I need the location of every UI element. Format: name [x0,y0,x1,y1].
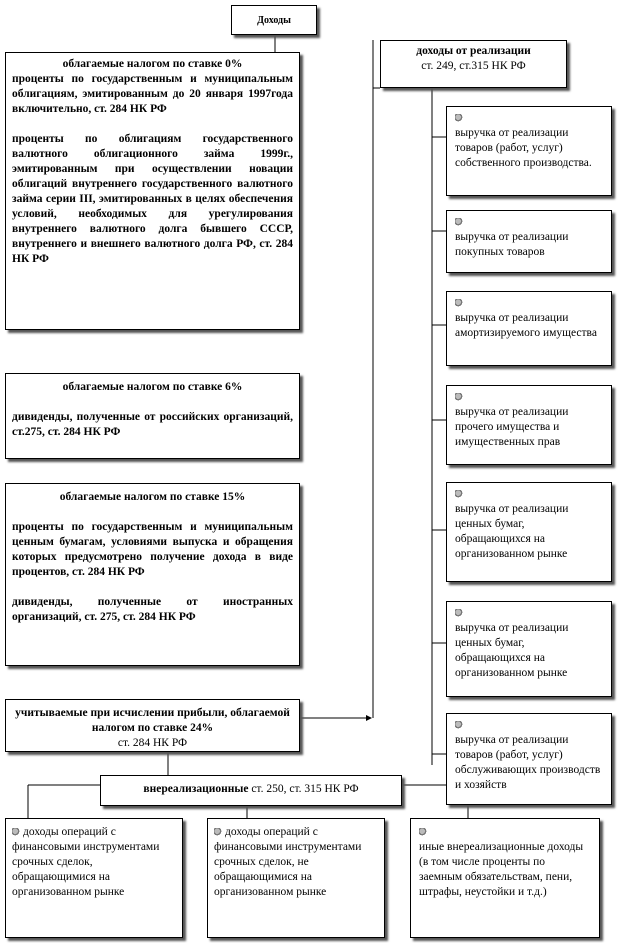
realization-item-1 [446,106,612,196]
rate-15-paragraph-2: дивиденды, полученные от иностранных организаций, ст. 275, ст. 284 НК РФ [12,596,293,623]
rate-24-box [5,699,300,752]
realization-item-3-label: выручка от реализации амортизируемого имущества [455,312,597,339]
bullet-icon [455,609,463,617]
realization-item-2-label: выручка от реализации покупных товаров [455,231,569,258]
rate-6-title: облагаемые налогом по ставке 6% [62,381,243,393]
nonrealization-item-1-label: доходы операций с финансовыми инструментами срочных сделок, обращающимися на организованном рынке [12,826,160,898]
realization-item-6 [446,601,612,697]
nonrealization-item-2-label: доходы операций с финансовыми инструментами срочных сделок, не обращающимися на организованном рынке [214,826,362,898]
realization-item-7-label: выручка от реализации товаров (работ, услуг) обслуживающих производств и хозяйств [455,734,601,791]
rate-0-title: облагаемые налогом по ставке 0% [62,58,243,70]
bullet-icon [455,299,463,307]
realization-item-4-label: выручка от реализации прочего имущества и имущественных прав [455,406,569,448]
bullet-icon [419,828,427,836]
realization-item-7 [446,713,612,805]
nonrealization-box [100,775,402,806]
bullet-icon [455,114,463,122]
rate-6-paragraph-1: дивиденды, полученные от российских организаций, ст.275, ст. 284 НК РФ [12,411,293,438]
bullet-icon [12,828,20,836]
realization-item-5-label: выручка от реализации ценных бумаг, обращающихся на организованном рынке [455,503,569,560]
bullet-icon [455,721,463,729]
rate-24-title: учитываемые при исчислении прибыли, облагаемой налогом по ставке 24% [15,707,290,734]
rate-0-box [5,52,300,330]
realization-ref: ст. 249, ст.315 НК РФ [421,60,526,72]
nonrealization-item-1 [5,818,183,938]
rate-15-title: облагаемые налогом по ставке 15% [59,491,246,503]
realization-item-2 [446,210,612,273]
bullet-icon [455,393,463,401]
nonrealization-item-3 [410,818,600,938]
realization-box [380,40,567,88]
realization-title: доходы от реализации [416,45,531,57]
realization-item-6-label: выручка от реализации ценных бумаг, обращающихся на организованном рынке [455,622,569,679]
rate-0-paragraph-2: проценты по облигациям государственного валютного облигационного займа 1999г., эмитированным при осуществлении новации облигаций внутреннего государственного валютного займа серии III, эмитированных в целях обеспечения условий, необходимых для урегулирования внутреннего валютного долга бывшего СССР, внутреннего и внешнего валютного долга РФ, ст. 284 НК РФ [12,133,293,265]
bullet-icon [455,218,463,226]
root-label: Доходы [257,15,291,26]
realization-item-1-label: выручка от реализации товаров (работ, услуг) собственного производства. [455,127,592,169]
realization-item-3 [446,291,612,366]
rate-0-paragraph-1: проценты по государственным и муниципальным облигациям, эмитированным до 20 января 1997года включительно, ст. 284 НК РФ [12,73,293,115]
realization-item-5 [446,482,612,582]
nonrealization-title: внереализационные [143,783,249,795]
nonrealization-ref: ст. 250, ст. 315 НК РФ [251,783,359,795]
nonrealization-item-2 [207,818,385,938]
rate-15-paragraph-1: проценты по государственным и муниципальным ценным бумагам, условиями выпуска и обращения которых предусмотрено получение дохода в виде процентов, ст. 284 НК РФ [12,521,293,578]
root-node [231,5,317,35]
nonrealization-item-3-label: иные внереализационные доходы (в том числе проценты по заемным обязательствам, пени, штрафы, неустойки и т.д.) [419,841,584,898]
bullet-icon [455,490,463,498]
rate-15-box [5,483,300,666]
realization-item-4 [446,385,612,465]
bullet-icon [214,828,222,836]
rate-6-box [5,373,300,459]
rate-24-ref: ст. 284 НК РФ [117,737,188,749]
